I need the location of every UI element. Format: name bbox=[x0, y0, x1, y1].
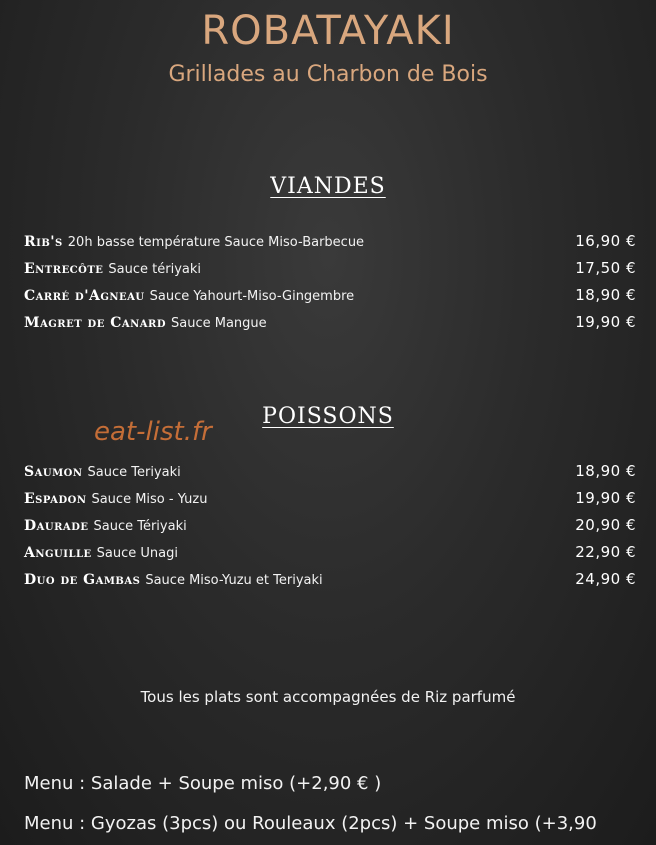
dish-name: Saumon bbox=[24, 464, 83, 480]
dish-price: 18,90 € bbox=[575, 286, 636, 304]
menu-extra-salade: Menu : Salade + Soupe miso (+2,90 € ) bbox=[24, 773, 382, 794]
dish-description: Sauce Miso-Yuzu et Teriyaki bbox=[145, 573, 323, 588]
dish-description: Sauce Miso - Yuzu bbox=[91, 492, 208, 507]
menu-item bbox=[24, 515, 636, 542]
viandes-list bbox=[24, 231, 636, 339]
dish-price: 19,90 € bbox=[575, 489, 636, 507]
dish-price: 17,50 € bbox=[575, 259, 636, 277]
dish-description: Sauce tériyaki bbox=[108, 262, 202, 277]
dish-price: 22,90 € bbox=[575, 543, 636, 561]
poissons-list bbox=[24, 461, 636, 596]
watermark: eat-list.fr bbox=[94, 417, 212, 447]
dish-name: Daurade bbox=[24, 518, 89, 534]
dish-name: Carré d'Agneau bbox=[24, 288, 145, 304]
dish-name: Duo de Gambas bbox=[24, 572, 141, 588]
menu-item bbox=[24, 542, 636, 569]
dish-description: Sauce Tériyaki bbox=[93, 519, 187, 534]
restaurant-title: ROBATAYAKI bbox=[201, 8, 455, 54]
menu-item bbox=[24, 285, 636, 312]
rice-note: Tous les plats sont accompagnées de Riz parfumé bbox=[140, 688, 516, 706]
dish-name: Espadon bbox=[24, 491, 87, 507]
dish-price: 18,90 € bbox=[575, 462, 636, 480]
dish-description: 20h basse température Sauce Miso-Barbecue bbox=[67, 235, 365, 250]
dish-price: 19,90 € bbox=[575, 313, 636, 331]
dish-description: Sauce Unagi bbox=[96, 546, 178, 561]
restaurant-subtitle: Grillades au Charbon de Bois bbox=[168, 62, 488, 87]
dish-name: Magret de Canard bbox=[24, 315, 166, 331]
menu-item bbox=[24, 258, 636, 285]
menu-extra-gyozas: Menu : Gyozas (3pcs) ou Rouleaux (2pcs) + Soupe miso (+3,90 bbox=[24, 813, 597, 834]
dish-price: 20,90 € bbox=[575, 516, 636, 534]
menu-item bbox=[24, 312, 636, 339]
menu-item bbox=[24, 569, 636, 596]
dish-price: 16,90 € bbox=[575, 232, 636, 250]
dish-name: Anguille bbox=[24, 545, 92, 561]
menu-item bbox=[24, 461, 636, 488]
dish-price: 24,90 € bbox=[575, 570, 636, 588]
menu-item bbox=[24, 488, 636, 515]
dish-description: Sauce Teriyaki bbox=[87, 465, 181, 480]
dish-name: Rib's bbox=[24, 234, 63, 250]
dish-name: Entrecôte bbox=[24, 261, 104, 277]
dish-description: Sauce Mangue bbox=[171, 316, 267, 331]
section-heading-poissons: POISSONS bbox=[262, 404, 394, 429]
section-heading-viandes: VIANDES bbox=[270, 174, 386, 199]
dish-description: Sauce Yahourt-Miso-Gingembre bbox=[149, 289, 355, 304]
menu-item bbox=[24, 231, 636, 258]
